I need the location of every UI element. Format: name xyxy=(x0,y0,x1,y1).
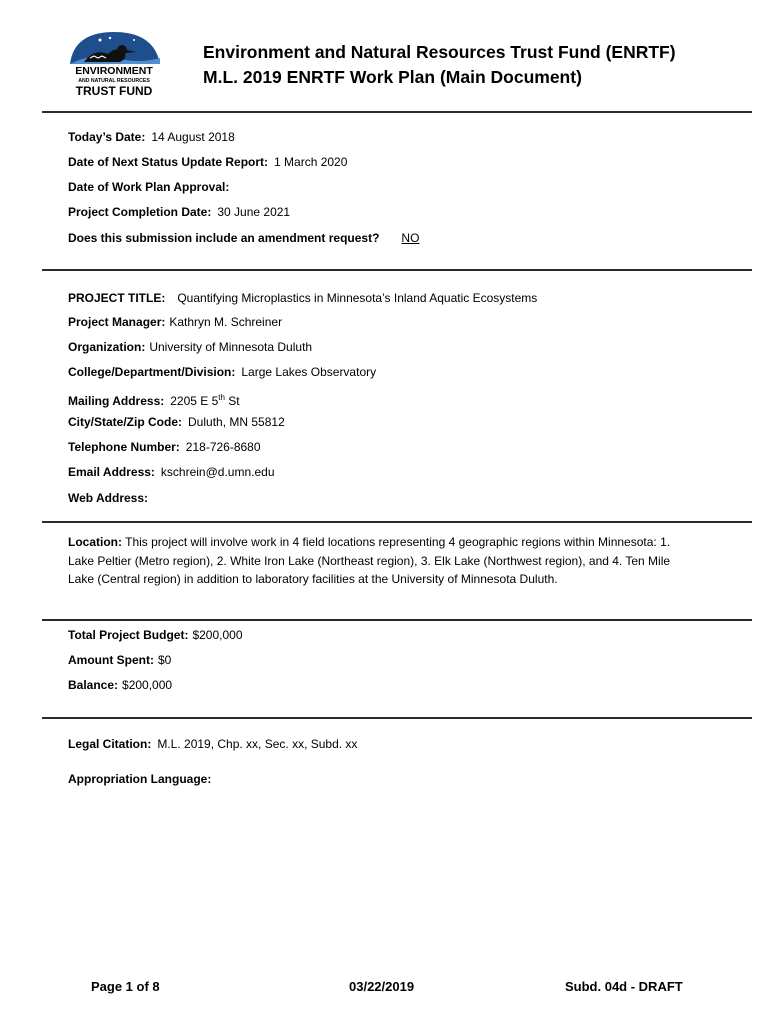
college-label: College/Department/Division: xyxy=(68,365,236,379)
footer-date: 03/22/2019 xyxy=(349,979,415,994)
section-divider-2 xyxy=(42,521,752,523)
amendment-label: Does this submission include an amendment request? xyxy=(68,231,380,245)
approval-date-row xyxy=(68,180,229,195)
total-budget-row xyxy=(68,628,243,643)
organization-row xyxy=(68,340,312,355)
title-line-2: M.L. 2019 ENRTF Work Plan (Main Document) xyxy=(203,67,582,87)
total-budget-value: $200,000 xyxy=(192,628,243,642)
email-label: Email Address: xyxy=(68,465,155,479)
legal-citation-row xyxy=(68,737,357,752)
enrtf-logo xyxy=(64,28,164,100)
project-title-value: Quantifying Microplastics in Minnesota’s Inland Aquatic Ecosystems xyxy=(177,291,538,305)
web-address-row xyxy=(68,491,148,506)
amendment-row xyxy=(68,231,419,246)
project-title-label: PROJECT TITLE: xyxy=(68,291,166,305)
total-budget-label: Total Project Budget: xyxy=(68,628,189,642)
web-address-label: Web Address: xyxy=(68,491,149,505)
document-title xyxy=(203,40,676,90)
next-status-value: 1 March 2020 xyxy=(274,155,348,169)
amount-spent-value: $0 xyxy=(158,653,172,667)
telephone-label: Telephone Number: xyxy=(68,440,180,454)
todays-date-row xyxy=(68,130,235,145)
todays-date-value: 14 August 2018 xyxy=(151,130,235,144)
mailing-address-value: 2205 E 5th St xyxy=(170,393,240,408)
completion-date-label: Project Completion Date: xyxy=(68,205,212,219)
balance-label: Balance: xyxy=(68,678,119,692)
completion-date-value: 30 June 2021 xyxy=(217,205,291,219)
todays-date-label: Today’s Date: xyxy=(68,130,146,144)
telephone-row xyxy=(68,440,261,455)
page-number: Page 1 of 8 xyxy=(91,979,160,994)
loon-logo-icon xyxy=(64,28,164,100)
footer-subdivision: Subd. 04d - DRAFT xyxy=(565,979,683,994)
organization-value: University of Minnesota Duluth xyxy=(149,340,313,354)
city-state-zip-label: City/State/Zip Code: xyxy=(68,415,183,429)
balance-row xyxy=(68,678,172,693)
appropriation-language-row xyxy=(68,772,211,787)
project-manager-row xyxy=(68,315,282,330)
location-paragraph xyxy=(68,533,698,589)
svg-text:ENVIRONMENT: ENVIRONMENT xyxy=(75,65,153,77)
legal-citation-label: Legal Citation: xyxy=(68,737,152,751)
college-row xyxy=(68,365,376,380)
next-status-row xyxy=(68,155,347,170)
email-value: kschrein@d.umn.edu xyxy=(160,465,275,479)
city-state-zip-row xyxy=(68,415,285,430)
appropriation-language-label: Appropriation Language: xyxy=(68,772,212,786)
approval-date-label: Date of Work Plan Approval: xyxy=(68,180,230,194)
city-state-zip-value: Duluth, MN 55812 xyxy=(188,415,285,429)
mailing-address-label: Mailing Address: xyxy=(68,394,165,408)
project-manager-label: Project Manager: xyxy=(68,315,166,329)
legal-citation-value: M.L. 2019, Chp. xx, Sec. xx, Subd. xx xyxy=(157,737,358,751)
project-manager-value: Kathryn M. Schreiner xyxy=(169,315,283,329)
section-divider-3 xyxy=(42,619,752,621)
amount-spent-row xyxy=(68,653,171,668)
amendment-value: NO xyxy=(401,231,420,245)
header-divider xyxy=(42,111,752,113)
section-divider-1 xyxy=(42,269,752,271)
balance-value: $200,000 xyxy=(122,678,173,692)
college-value: Large Lakes Observatory xyxy=(241,365,377,379)
mailing-address-row xyxy=(68,390,240,409)
location-text: This project will involve work in 4 field locations representing 4 geographic regions within Minnesota: 1. Lake Peltier (Metro region), 2. White Iron Lake (Northeast region), 3. Elk Lake (Northwest region), and 4. Ten Mile Lake (Central region) in addition to laboratory facilities at the University of Minnesota Duluth. xyxy=(68,535,671,586)
section-divider-4 xyxy=(42,717,752,719)
title-line-1: Environment and Natural Resources Trust Fund (ENRTF) xyxy=(203,42,676,62)
completion-date-row xyxy=(68,205,290,220)
amount-spent-label: Amount Spent: xyxy=(68,653,154,667)
project-title-row xyxy=(68,291,537,306)
organization-label: Organization: xyxy=(68,340,146,354)
svg-text:TRUST FUND: TRUST FUND xyxy=(75,84,153,98)
svg-text:AND NATURAL RESOURCES: AND NATURAL RESOURCES xyxy=(78,78,150,84)
next-status-label: Date of Next Status Update Report: xyxy=(68,155,269,169)
location-label: Location: xyxy=(68,535,122,549)
telephone-value: 218-726-8680 xyxy=(185,440,261,454)
email-row xyxy=(68,465,275,480)
